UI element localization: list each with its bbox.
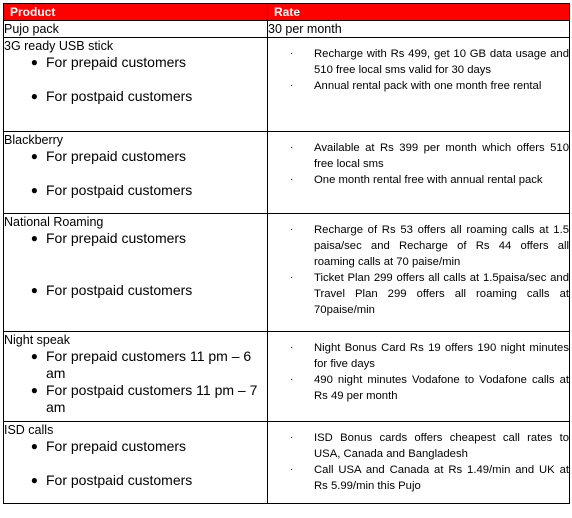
dot-icon: · xyxy=(290,464,294,475)
dot-icon: · xyxy=(290,142,294,153)
bullet-icon: ● xyxy=(30,183,38,197)
rate-text: Call USA and Canada at Rs 1.49/min and UK at Rs 5.99/min this Pujo xyxy=(314,464,569,492)
list-item-label: For prepaid customers xyxy=(46,230,187,246)
bullet-icon: ● xyxy=(30,149,38,163)
rate-text: Recharge with Rs 499, get 10 GB data usage and 510 free local sms valid for 30 days xyxy=(314,48,569,76)
list-item xyxy=(4,54,267,71)
table-row xyxy=(4,422,570,504)
rate-item xyxy=(268,222,569,270)
bullet-icon: ● xyxy=(30,231,38,245)
rate-item xyxy=(268,372,569,404)
list-item xyxy=(4,182,267,199)
dot-icon: · xyxy=(290,342,294,353)
rate-item xyxy=(268,430,569,462)
rate-cell xyxy=(268,332,570,422)
list-item xyxy=(4,282,267,299)
list-item-label: For prepaid customers xyxy=(46,54,187,70)
product-cell xyxy=(4,132,268,214)
dot-icon: · xyxy=(290,174,294,185)
rate-cell xyxy=(268,422,570,504)
rate-item xyxy=(268,78,569,94)
product-name: 3G ready USB stick xyxy=(4,39,114,53)
rate-cell xyxy=(268,38,570,132)
bullet-icon: ● xyxy=(30,283,38,297)
dot-icon: · xyxy=(290,48,294,59)
table-row xyxy=(4,214,570,332)
product-name: ISD calls xyxy=(4,423,54,437)
list-item xyxy=(4,88,267,105)
dot-icon: · xyxy=(290,224,294,235)
dot-icon: · xyxy=(290,432,294,443)
rate-text: One month rental free with annual rental pack xyxy=(314,174,543,186)
bullet-icon: ● xyxy=(30,473,38,487)
rate-text: Available at Rs 399 per month which offers 510 free local sms xyxy=(314,142,569,170)
list-item xyxy=(4,348,267,382)
list-item xyxy=(4,382,267,416)
rate-text: Night Bonus Card Rs 19 offers 190 night minutes for five days xyxy=(314,342,569,370)
table-row xyxy=(4,132,570,214)
list-item-label: For postpaid customers 11 pm – 7 am xyxy=(46,382,258,415)
dot-icon: · xyxy=(290,80,294,91)
bullet-icon: ● xyxy=(30,89,38,103)
product-name: Blackberry xyxy=(4,133,64,147)
product-cell xyxy=(4,332,268,422)
product-cell xyxy=(4,21,268,38)
rate-cell xyxy=(268,132,570,214)
product-cell xyxy=(4,38,268,132)
table-row xyxy=(4,38,570,132)
rate-text: Annual rental pack with one month free rental xyxy=(314,80,542,92)
list-item-label: For postpaid customers xyxy=(46,88,193,104)
rate-cell xyxy=(268,21,570,38)
list-item-label: For prepaid customers xyxy=(46,148,187,164)
tariff-table xyxy=(3,3,570,504)
list-item xyxy=(4,438,267,455)
product-name: Night speak xyxy=(4,333,71,347)
list-item xyxy=(4,148,267,165)
table-row xyxy=(4,21,570,38)
rate-value: 30 per month xyxy=(268,22,342,36)
list-item-label: For postpaid customers xyxy=(46,282,193,298)
table-row xyxy=(4,332,570,422)
rate-cell xyxy=(268,214,570,332)
rate-item xyxy=(268,46,569,78)
bullet-icon: ● xyxy=(30,55,38,69)
header-product: Product xyxy=(4,4,268,21)
list-item-label: For prepaid customers 11 pm – 6 am xyxy=(46,348,252,381)
rate-text: Recharge of Rs 53 offers all roaming calls at 1.5 paisa/sec and Recharge of Rs 44 offers all roaming calls at 70 paise/min xyxy=(314,224,569,268)
dot-icon: · xyxy=(290,272,294,283)
product-name: National Roaming xyxy=(4,215,104,229)
rate-item xyxy=(268,140,569,172)
bullet-icon: ● xyxy=(30,439,38,453)
rate-text: Ticket Plan 299 offers all calls at 1.5paisa/sec and Travel Plan 299 offers all roaming calls at 70paise/min xyxy=(314,272,569,316)
rate-item xyxy=(268,172,569,188)
table-header-row xyxy=(4,4,570,21)
list-item-label: For prepaid customers xyxy=(46,438,187,454)
rate-item xyxy=(268,270,569,318)
rate-item xyxy=(268,462,569,494)
product-name: Pujo pack xyxy=(4,22,59,36)
bullet-icon: ● xyxy=(30,383,38,397)
list-item-label: For postpaid customers xyxy=(46,472,193,488)
product-cell xyxy=(4,214,268,332)
rate-text: 490 night minutes Vodafone to Vodafone calls at Rs 49 per month xyxy=(314,374,569,402)
header-rate: Rate xyxy=(268,4,570,21)
product-cell xyxy=(4,422,268,504)
rate-text: ISD Bonus cards offers cheapest call rates to USA, Canada and Bangladesh xyxy=(314,432,569,460)
rate-item xyxy=(268,340,569,372)
dot-icon: · xyxy=(290,374,294,385)
list-item xyxy=(4,230,267,247)
bullet-icon: ● xyxy=(30,349,38,363)
list-item-label: For postpaid customers xyxy=(46,182,193,198)
list-item xyxy=(4,472,267,489)
